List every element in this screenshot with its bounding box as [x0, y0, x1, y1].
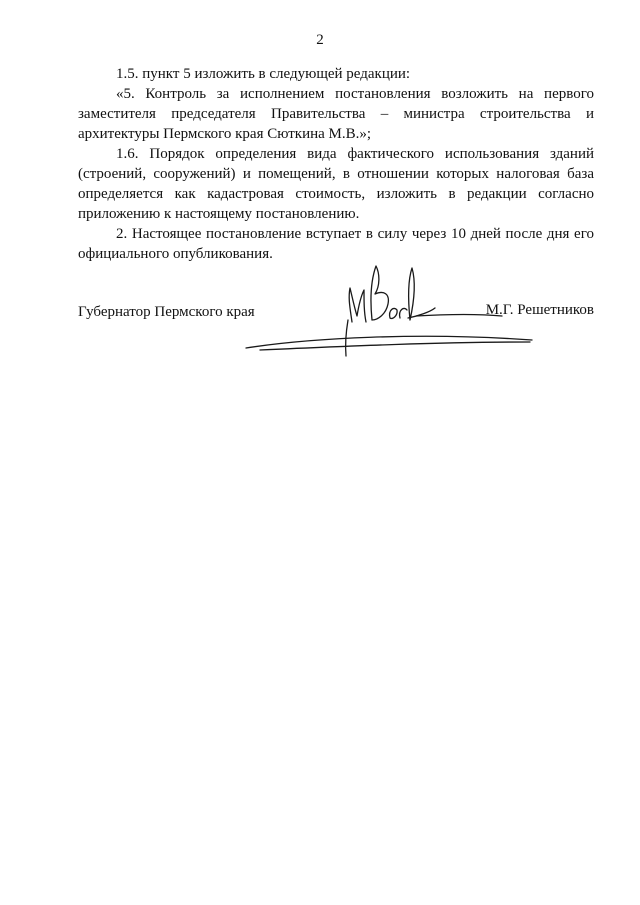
signatory-position: Губернатор Пермского края	[78, 304, 255, 320]
paragraph-2: 2. Настоящее постановление вступает в силу через 10 дней после дня его официального опубликования.	[78, 226, 594, 262]
paragraph-quote-5: «5. Контроль за исполнением постановления возложить на первого заместителя председателя Правительства – министра строительства и архитектуры Пермского края Сюткина М.В.»;	[78, 86, 594, 142]
page-number: 2	[316, 32, 324, 48]
signatory-name: М.Г. Решетников	[485, 302, 594, 318]
paragraph-1-5: 1.5. пункт 5 изложить в следующей редакции:	[116, 66, 411, 82]
handwritten-signature	[240, 260, 540, 360]
paragraph-1-6: 1.6. Порядок определения вида фактического использования зданий (строений, сооружений) и помещений, в отношении которых налоговая база определяется как кадастровая стоимость, изложить в редакции согласно приложению к настоящему постановлению.	[78, 146, 594, 222]
document-body	[78, 64, 594, 264]
